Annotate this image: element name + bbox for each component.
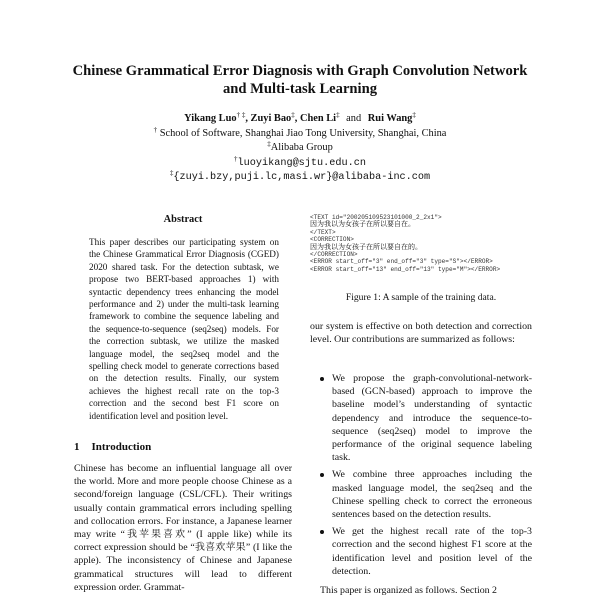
bullet-icon [320,377,324,381]
bullet-icon [320,473,324,477]
figure-line: </CORRECTION> [310,251,358,259]
list-item: We get the highest recall rate of the top-3 correction and the second highest F1 score at the identification level and position level of the detection. [310,525,532,578]
author-block [60,108,540,184]
contributions-intro: our system is effective on both detection and correction level. Our contributions are summarized as follows: [310,321,532,346]
abstract-heading: Abstract [163,214,203,225]
paper-title [60,62,540,98]
affiliation-2: ‡Alibaba Group [267,140,333,154]
email-2: ‡{zuyi.bzy,puji.lc,masi.wr}@alibaba-inc.com [169,169,431,184]
email-1: †luoyikang@sjtu.edu.cn [234,154,366,169]
introduction-paragraph: Chinese has become an influential language all over the world. More and more people choose Chinese as a second/foreign language (CSL/CFL). Their writings usually contain grammatical errors including spelling and collocation errors. For instance, a Japanese learner may write “我苹果喜欢” (I apple like) while its correct expression should be “我喜欢苹果” (I like the apple). The inconsistency of Chinese and Japanese grammatical structures will lead to different expression order. Grammat- [74,463,292,593]
author-name: Yikang Luo [184,113,237,124]
author-name: Chen Li [299,113,337,124]
figure-1-sample [310,214,532,280]
title-line-2: and Multi-task Learning [222,81,378,97]
author-names: Yikang Luo† ‡, Zuyi Bao‡, Chen Li‡ and Rui Wang‡ [184,111,416,124]
section-heading-introduction [74,441,151,453]
figure-line: <ERROR start_off="3" end_off="3" type="S"></ERROR> [310,258,493,266]
bullet-icon [320,530,324,534]
author-name: Zuyi Bao [250,113,292,124]
author-affiliation-mark: ‡ [412,111,416,119]
author-name: Rui Wang [367,113,413,124]
author-affiliation-mark: ‡ [336,111,340,119]
title-line-1: Chinese Grammatical Error Diagnosis with Graph Convolution Network [72,63,528,79]
figure-1-caption: Figure 1: A sample of the training data. [345,292,497,303]
figure-line: <TEXT id="200205109523101000_2_2x1"> [310,214,442,221]
figure-line: 因为我以为女孩子在所以要自在。 [310,220,415,229]
list-item: We propose the graph-convolutional-network-based (GCN-based) approach to improve the baseline model’s understanding of syntactic dependency and introduce the sequence-to-sequence (seq2seq) model to improve the performance of the original sequence labeling task. [310,372,532,464]
affiliation-1: † School of Software, Shanghai Jiao Tong University, Shanghai, China [153,125,447,139]
figure-line: 因为我以为女孩子在所以要自在的。 [310,242,422,251]
author-affiliation-mark: † ‡ [236,111,246,119]
list-item: We combine three approaches including the masked language model, the seq2seq and the Chinese spelling check to correct the erroneous sentences based on the detection results. [310,468,532,521]
section-title: Introduction [91,441,152,453]
figure-line: <CORRECTION> [310,236,354,244]
figure-line: <ERROR start_off="13" end_off="13" type="M"></ERROR> [310,265,501,273]
figure-line: </TEXT> [310,228,336,236]
abstract-text: This paper describes our participating system on the Chinese Grammatical Error Diagnosis (CGED) 2020 shared task. For the detection subtask, we propose two BERT-based approaches 1) with syntactic dependency trees enhancing the model performance and 2) under the multi-task learning framework to combine the sequence labeling and the sequence-to-sequence (seq2seq) models. For the correction subtask, we utilize the masked language model, the seq2seq model and the spelling check model to generate corrections based on the detection results. Finally, our system achieves the highest recall rate on the top-3 correction and the second best F1 score on identification level and position level. [89,237,279,421]
organization-paragraph: This paper is organized as follows. Section 2 [320,585,497,596]
author-affiliation-mark: ‡ [291,111,295,119]
section-number: 1 [74,441,80,453]
contributions-list [310,372,532,582]
author-and: and [346,113,362,124]
